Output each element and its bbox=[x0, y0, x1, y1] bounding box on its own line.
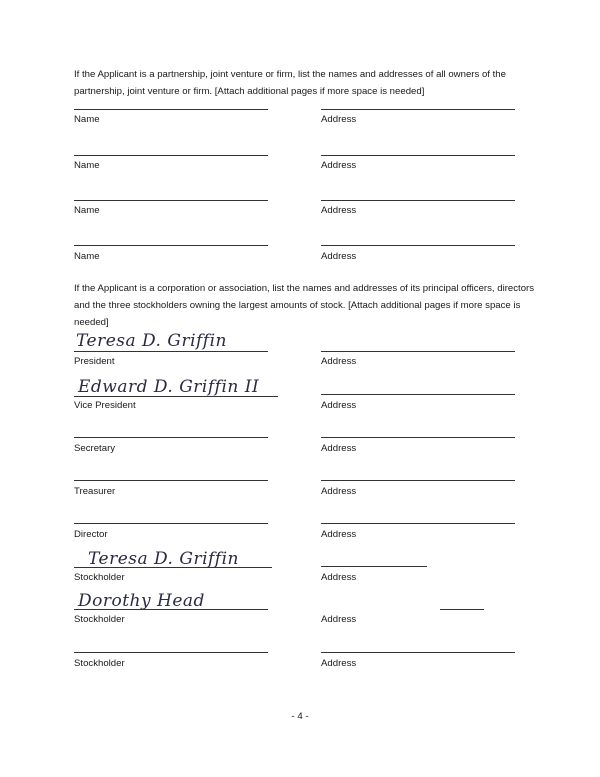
address-line[interactable] bbox=[321, 566, 427, 567]
name-line[interactable] bbox=[74, 155, 268, 156]
address-line[interactable] bbox=[440, 609, 484, 610]
name-label: Name bbox=[74, 114, 100, 125]
corporation-instructions: If the Applicant is a corporation or association, list the names and addresses of its principal officers, directors and the three stockholders owning the largest amounts of stock. [Attach additional pages if more space is needed] bbox=[74, 283, 535, 328]
address-line[interactable] bbox=[321, 652, 515, 653]
address-label: Address bbox=[321, 356, 357, 367]
address-line[interactable] bbox=[321, 437, 515, 438]
address-label: Address bbox=[321, 160, 357, 171]
name-label: Name bbox=[74, 205, 100, 216]
address-line[interactable] bbox=[321, 155, 515, 156]
address-label: Address bbox=[321, 572, 357, 583]
role-label: Director bbox=[74, 529, 108, 540]
officer-name-line[interactable] bbox=[74, 523, 268, 524]
role-label: Stockholder bbox=[74, 572, 125, 583]
role-label: Secretary bbox=[74, 443, 116, 454]
address-label: Address bbox=[321, 486, 357, 497]
address-line[interactable] bbox=[321, 351, 515, 352]
signature: Teresa D. Griffin bbox=[88, 549, 239, 569]
name-label: Name bbox=[74, 251, 100, 262]
address-line[interactable] bbox=[321, 109, 515, 110]
role-label: Treasurer bbox=[74, 486, 116, 497]
officer-name-line[interactable] bbox=[74, 480, 268, 481]
officer-name-line[interactable] bbox=[74, 437, 268, 438]
address-label: Address bbox=[321, 114, 357, 125]
address-label: Address bbox=[321, 614, 357, 625]
signature: Edward D. Griffin II bbox=[78, 377, 260, 397]
address-label: Address bbox=[321, 400, 357, 411]
role-label: Stockholder bbox=[74, 614, 125, 625]
name-line[interactable] bbox=[74, 200, 268, 201]
address-line[interactable] bbox=[321, 523, 515, 524]
address-label: Address bbox=[321, 205, 357, 216]
name-label: Name bbox=[74, 160, 100, 171]
name-line[interactable] bbox=[74, 245, 268, 246]
officer-name-line[interactable] bbox=[74, 652, 268, 653]
address-label: Address bbox=[321, 443, 357, 454]
address-line[interactable] bbox=[321, 394, 515, 395]
address-label: Address bbox=[321, 658, 357, 669]
address-label: Address bbox=[321, 529, 357, 540]
address-label: Address bbox=[321, 251, 357, 262]
signature: Teresa D. Griffin bbox=[76, 331, 227, 351]
address-line[interactable] bbox=[321, 245, 515, 246]
signature: Dorothy Head bbox=[78, 591, 205, 611]
officer-name-line[interactable] bbox=[74, 351, 268, 352]
name-line[interactable] bbox=[74, 109, 268, 110]
role-label: Vice President bbox=[74, 400, 136, 411]
address-line[interactable] bbox=[321, 200, 515, 201]
page-number: - 4 - bbox=[291, 711, 309, 722]
role-label: Stockholder bbox=[74, 658, 125, 669]
address-line[interactable] bbox=[321, 480, 515, 481]
officer-name-line[interactable] bbox=[74, 567, 272, 568]
owners-instructions: If the Applicant is a partnership, joint venture or firm, list the names and addresses of all owners of the partnership, joint venture or firm. [Attach additional pages if more space is needed] bbox=[74, 69, 506, 97]
role-label: President bbox=[74, 356, 115, 367]
officer-name-line[interactable] bbox=[74, 609, 268, 610]
officer-name-line[interactable] bbox=[74, 396, 278, 397]
